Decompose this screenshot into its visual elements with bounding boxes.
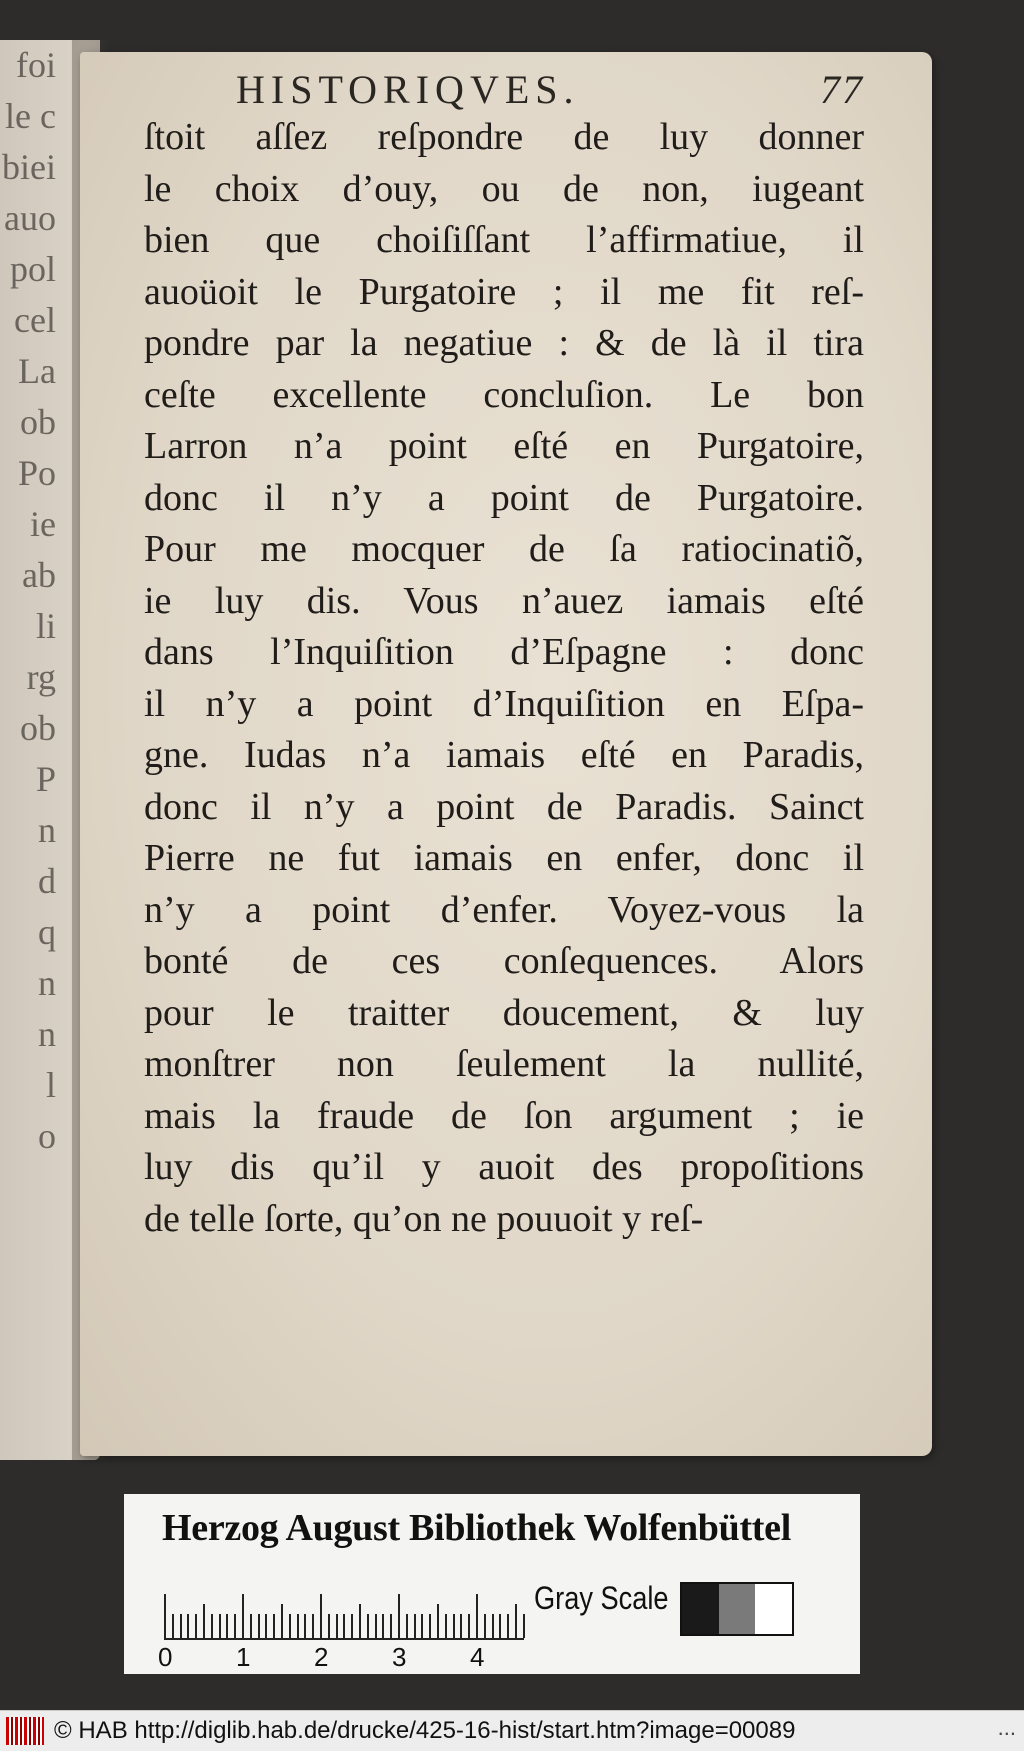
- text-line: bonté de ces conſequences. Alors: [144, 940, 864, 982]
- gray-scale-label: Gray Scale: [534, 1580, 669, 1616]
- status-bar: [0, 1710, 1024, 1751]
- ruler-tick: [297, 1614, 299, 1638]
- text-line: pondre par la negatiue : & de là il tira: [144, 322, 864, 364]
- ruler-tick: [406, 1614, 408, 1638]
- previous-page-fragment: P: [35, 759, 56, 799]
- previous-page-fragment: n: [38, 810, 56, 850]
- previous-page-fragment: ob: [20, 708, 56, 748]
- previous-page-text-edge: [0, 40, 60, 1460]
- ruler-tick: [172, 1614, 174, 1638]
- running-head-title: HISTORIQVES.: [236, 67, 580, 112]
- text-line: Pierre ne fut iamais en enfer, donc il: [144, 837, 864, 879]
- text-line: ſtoit aſſez reſpondre de luy donner: [144, 116, 864, 158]
- gray-scale-strip: [680, 1582, 794, 1636]
- text-line: ceſte excellente concluſion. Le bon: [144, 373, 864, 416]
- library-color-card: [124, 1494, 860, 1674]
- ruler-tick: [414, 1614, 416, 1638]
- ruler-tick: [195, 1614, 197, 1638]
- text-line: il n’y a point d’Inquiſition en Eſpa-: [144, 682, 864, 725]
- ruler-tick: [226, 1614, 228, 1638]
- text-line: dans l’Inquiſition d’Eſpagne : donc: [144, 631, 864, 673]
- body-text: [144, 112, 864, 1245]
- previous-page-fragment: rg: [26, 657, 56, 697]
- ruler-tick: [492, 1614, 494, 1638]
- previous-page-fragment: n: [38, 1014, 56, 1054]
- ruler-tick: [484, 1614, 486, 1638]
- ruler-tick: [382, 1614, 384, 1638]
- text-line: mais la fraude de ſon argument ; ie: [144, 1094, 864, 1137]
- gray-swatch: [755, 1584, 792, 1634]
- ruler-tick: [312, 1614, 314, 1638]
- text-line: donc il n’y a point de Purgatoire.: [144, 476, 864, 519]
- ruler-tick: [320, 1594, 322, 1638]
- text-line: bien que choiſiſſant l’affirmatiue, il: [144, 219, 864, 261]
- more-icon[interactable]: ...: [997, 1715, 1016, 1740]
- book-page: [80, 52, 932, 1456]
- text-line: de telle ſorte, qu’on ne pouuoit y reſ-: [144, 1197, 704, 1240]
- ruler-number: 2: [314, 1642, 329, 1672]
- previous-page-fragment: Po: [17, 453, 56, 493]
- text-line: gne. Iudas n’a iamais eſté en Paradis,: [144, 734, 864, 776]
- previous-page-fragment: d: [38, 861, 56, 901]
- previous-page-fragment: o: [38, 1116, 56, 1156]
- text-line: pour le traitter doucement, & luy: [144, 991, 864, 1034]
- ruler-tick: [351, 1614, 353, 1638]
- previous-page-fragment: li: [35, 606, 56, 646]
- ruler-number: 0: [158, 1642, 173, 1672]
- previous-page-fragment: ob: [20, 402, 56, 442]
- previous-page-fragment: ab: [22, 555, 56, 595]
- ruler-tick: [250, 1614, 252, 1638]
- ruler-tick: [460, 1614, 462, 1638]
- ruler-tick: [234, 1614, 236, 1638]
- ruler-tick: [328, 1614, 330, 1638]
- previous-page-fragment: cel: [14, 300, 56, 340]
- ruler-tick: [375, 1614, 377, 1638]
- ruler-number: 4: [470, 1642, 485, 1672]
- text-line: donc il n’y a point de Paradis. Sainct: [144, 785, 864, 828]
- ruler-tick: [180, 1614, 182, 1638]
- measurement-ruler: [158, 1570, 544, 1672]
- text-line: Larron n’a point eſté en Purgatoire,: [144, 425, 864, 467]
- ruler-tick: [242, 1594, 244, 1638]
- barcode-icon: [6, 1717, 44, 1745]
- ruler-tick: [367, 1614, 369, 1638]
- text-line: n’y a point d’enfer. Voyez-vous la: [144, 888, 864, 931]
- text-line: le choix d’ouy, ou de non, iugeant: [144, 167, 864, 210]
- ruler-tick: [304, 1614, 306, 1638]
- ruler-tick: [453, 1614, 455, 1638]
- gray-swatch: [719, 1584, 756, 1634]
- ruler-tick: [437, 1604, 439, 1638]
- previous-page-fragment: l: [45, 1065, 56, 1105]
- previous-page-fragment: La: [18, 351, 56, 391]
- ruler-tick: [468, 1614, 470, 1638]
- status-url-text[interactable]: © HAB http://diglib.hab.de/drucke/425-16-hist/start.htm?image=00089: [54, 1717, 796, 1744]
- page-number: 77: [820, 67, 864, 112]
- page-text-block: [144, 60, 864, 1245]
- text-line: auoüoit le Purgatoire ; il me fit reſ-: [144, 270, 864, 313]
- ruler-tick: [359, 1604, 361, 1638]
- library-name: Herzog August Bibliothek Wolfenbüttel: [162, 1507, 791, 1549]
- text-line: monſtrer non ſeulement la nullité,: [144, 1043, 864, 1085]
- previous-page-fragment: pol: [9, 249, 56, 289]
- ruler-tick: [445, 1614, 447, 1638]
- previous-page-fragment: n: [38, 963, 56, 1003]
- ruler-tick: [343, 1614, 345, 1638]
- ruler-tick: [187, 1614, 189, 1638]
- ruler-tick: [523, 1614, 525, 1638]
- ruler-tick: [164, 1594, 166, 1638]
- ruler-tick: [476, 1594, 478, 1638]
- ruler-tick: [507, 1614, 509, 1638]
- previous-page-fragment: biei: [2, 147, 56, 187]
- previous-page-fragment: ie: [30, 504, 56, 544]
- previous-page-fragment: foi: [16, 45, 56, 85]
- ruler-baseline: [164, 1638, 524, 1640]
- previous-page-fragment: auo: [4, 198, 56, 238]
- ruler-tick: [265, 1614, 267, 1638]
- ruler-tick: [429, 1614, 431, 1638]
- ruler-tick: [273, 1614, 275, 1638]
- gray-swatch: [682, 1584, 719, 1634]
- previous-page-fragment: le c: [5, 96, 56, 136]
- ruler-tick: [398, 1594, 400, 1638]
- ruler-tick: [258, 1614, 260, 1638]
- ruler-tick: [421, 1614, 423, 1638]
- ruler-tick: [336, 1614, 338, 1638]
- ruler-tick: [515, 1604, 517, 1638]
- ruler-number: 1: [236, 1642, 251, 1672]
- ruler-tick: [390, 1614, 392, 1638]
- ruler-number: 3: [392, 1642, 407, 1672]
- ruler-tick: [289, 1614, 291, 1638]
- text-line: Pour me mocquer de ſa ratiocinatiõ,: [144, 528, 864, 570]
- ruler-tick: [219, 1614, 221, 1638]
- text-line: ie luy dis. Vous n’auez iamais eſté: [144, 579, 864, 622]
- ruler-tick: [499, 1614, 501, 1638]
- ruler-tick: [281, 1604, 283, 1638]
- previous-page-fragment: q: [38, 912, 56, 952]
- ruler-tick: [211, 1614, 213, 1638]
- text-line: luy dis qu’il y auoit des propoſitions: [144, 1146, 864, 1188]
- ruler-tick: [203, 1604, 205, 1638]
- running-head: [144, 60, 864, 116]
